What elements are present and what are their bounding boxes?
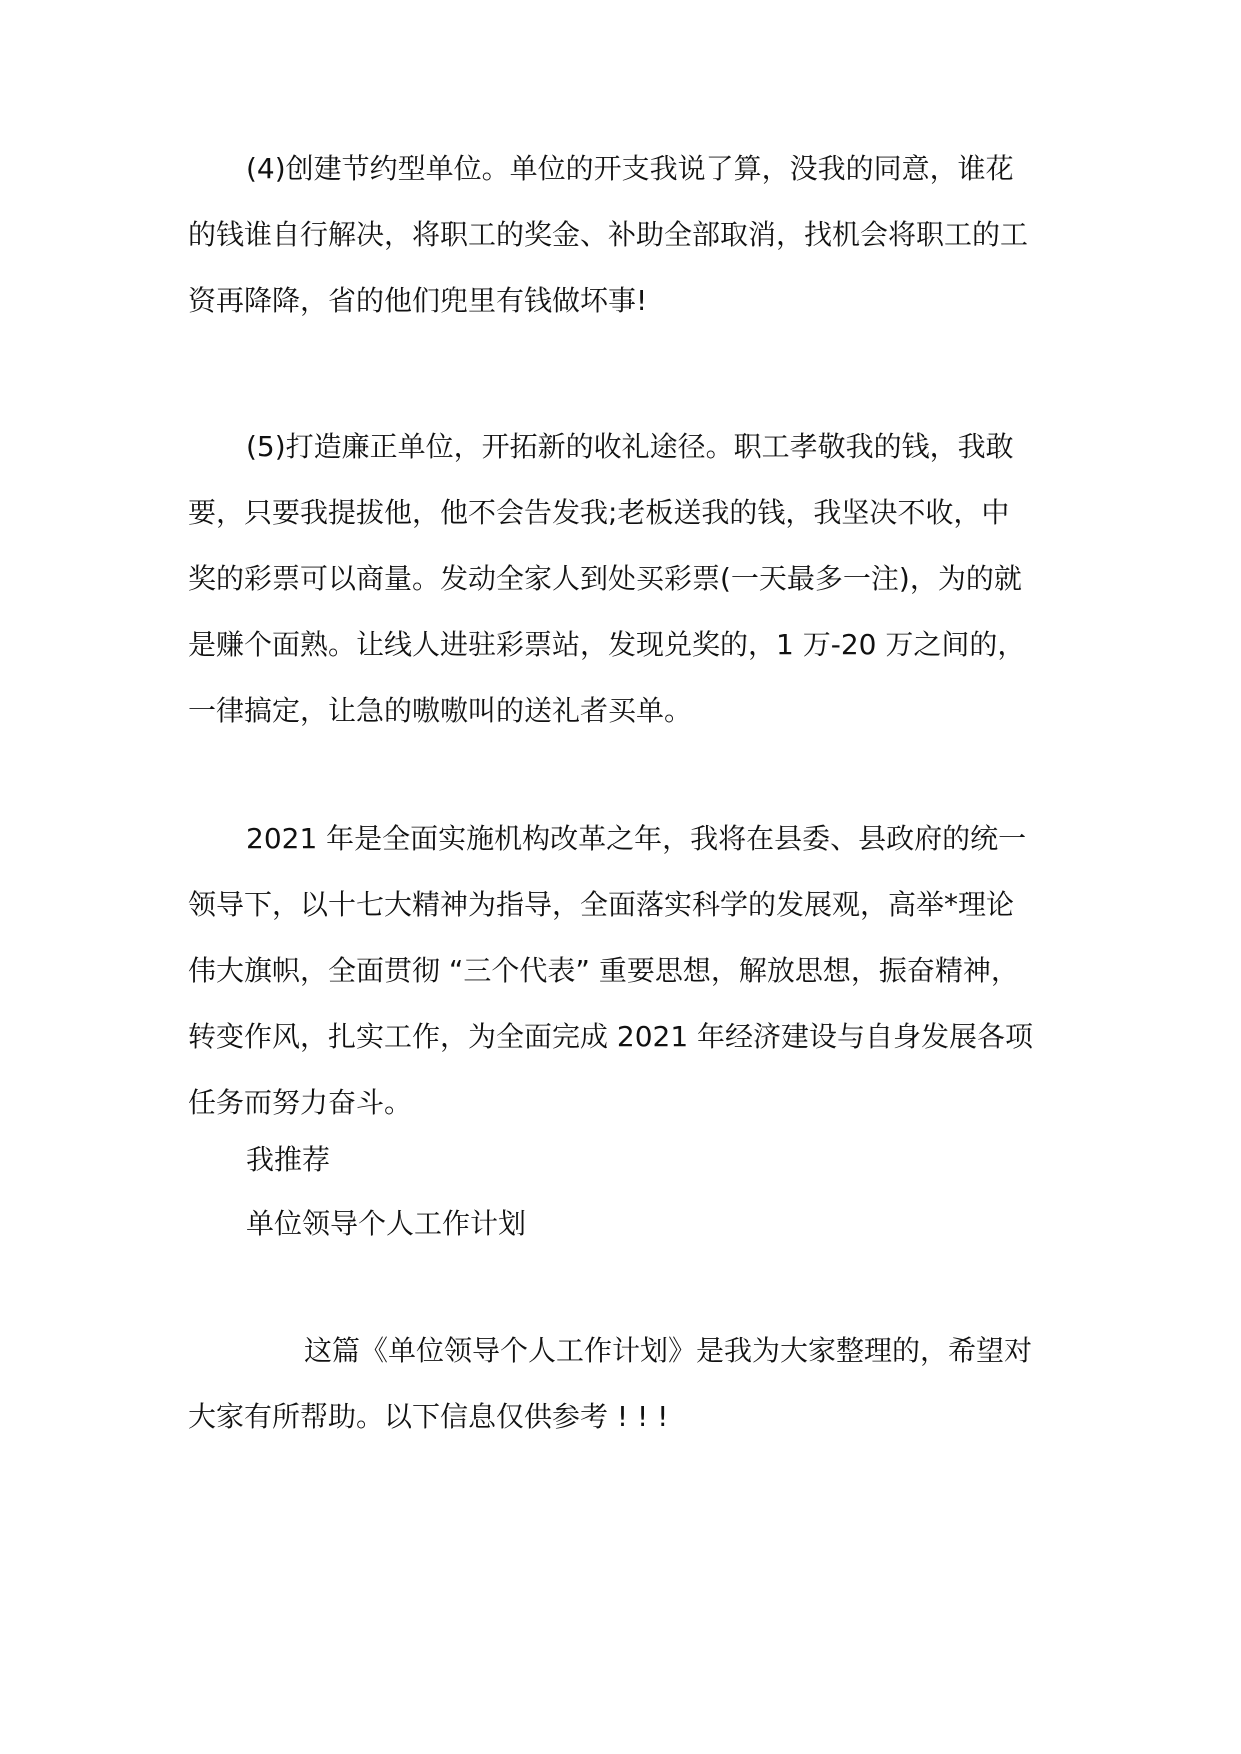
paragraph-line: (4)创建节约型单位。单位的开支我说了算，没我的同意，谁花	[246, 152, 1014, 185]
recommend-title	[188, 1192, 1088, 1256]
paragraph-line: 的钱谁自行解决，将职工的奖金、补助全部取消，找机会将职工的工	[188, 218, 1029, 251]
recommend-label	[188, 1128, 1088, 1192]
paragraph-line: 奖的彩票可以商量。发动全家人到处买彩票(一天最多一注)，为的就	[188, 562, 1022, 595]
closing-paragraph	[188, 1318, 1088, 1450]
paragraph-line: (5)打造廉正单位，开拓新的收礼途径。职工孝敬我的钱，我敢	[246, 430, 1014, 463]
paragraph-4	[188, 136, 1088, 334]
paragraph-5	[188, 414, 1088, 744]
paragraph-line: 2021 年是全面实施机构改革之年，我将在县委、县政府的统一	[246, 822, 1027, 855]
paragraph-line: 一律搞定，让急的嗷嗷叫的送礼者买单。	[188, 694, 693, 727]
paragraph-line: 资再降降，省的他们兜里有钱做坏事!	[188, 284, 648, 317]
paragraph-line: 领导下，以十七大精神为指导，全面落实科学的发展观，高举*理论	[188, 888, 1015, 921]
paragraph-line: 是赚个面熟。让线人进驻彩票站，发现兑奖的，1 万-20 万之间的，	[188, 628, 1026, 661]
paragraph-2021	[188, 806, 1088, 1136]
paragraph-line: 单位领导个人工作计划	[246, 1207, 527, 1240]
paragraph-line: 我推荐	[246, 1143, 331, 1176]
paragraph-line: 任务而努力奋斗。	[188, 1086, 413, 1119]
paragraph-line: 伟大旗帜，全面贯彻 “三个代表” 重要思想，解放思想，振奋精神，	[188, 954, 1019, 987]
paragraph-line: 转变作风，扎实工作，为全面完成 2021 年经济建设与自身发展各项	[188, 1020, 1034, 1053]
paragraph-line: 大家有所帮助。以下信息仅供参考 ! ! !	[188, 1400, 669, 1433]
paragraph-line: 要，只要我提拔他，他不会告发我;老板送我的钱，我坚决不收，中	[188, 496, 1010, 529]
paragraph-line: 这篇《单位领导个人工作计划》是我为大家整理的，希望对	[304, 1334, 1033, 1367]
